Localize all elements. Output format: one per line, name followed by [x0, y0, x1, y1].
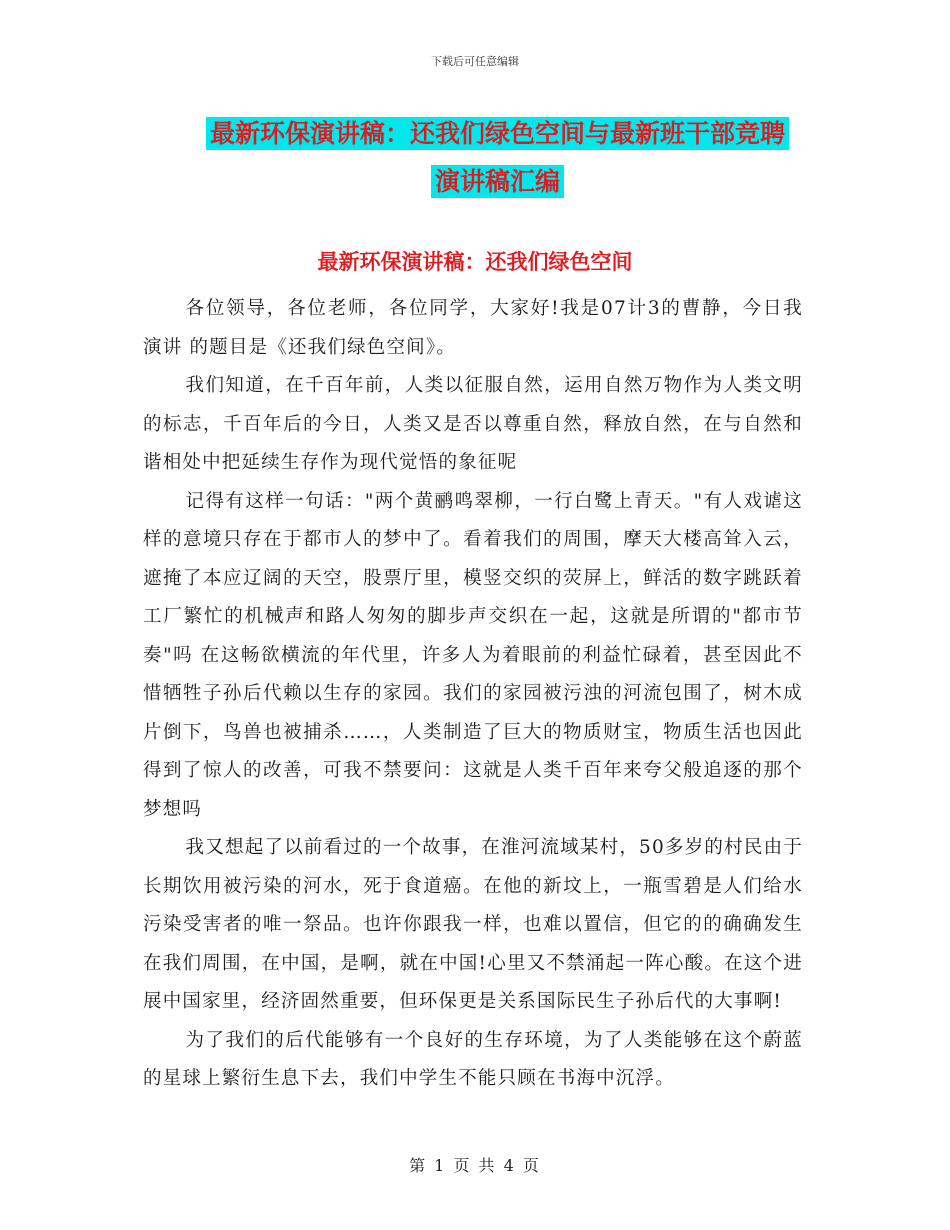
document-title-line2: 演讲稿汇编	[431, 165, 564, 198]
paragraph: 我们知道，在千百年前，人类以征服自然，运用自然万物作为人类文明的标志，千百年后的今日，人类又是否以尊重自然，释放自然，在与自然和谐相处中把延续生存作为现代觉悟的象征呢	[143, 375, 803, 473]
paragraph: 各位领导，各位老师，各位同学，大家好!我是07计3的曹静，今日我演讲 的题目是《还我们绿色空间》。	[143, 298, 803, 358]
paragraph: 记得有这样一句话："两个黄鹂鸣翠柳，一行白鹭上青天。"有人戏谑这样的意境只存在于都市人的梦中了。看着我们的周围，摩天大楼高耸入云，遮掩了本应辽阔的天空，股票厅里，模竖交织的荧屏上，鲜活的数字跳跃着工厂繁忙的机械声和路人匆匆的脚步声交织在一起，这就是所谓的"都市节奏"吗 在这畅欲横流的年代里，许多人为着眼前的利益忙碌着，甚至因此不惜牺牲子孙后代赖以生存的家园。我们的家园被污浊的河流包围了，树木成片倒下，鸟兽也被捕杀……，人类制造了巨大的物质财宝，物质生活也因此得到了惊人的改善，可我不禁要问：这就是人类千百年来夸父般追逐的那个梦想吗	[143, 490, 803, 820]
header-note: 下载后可任意编辑	[431, 55, 519, 68]
document-title-line1: 最新环保演讲稿：还我们绿色空间与最新班干部竞聘	[206, 117, 789, 150]
section-title: 最新环保演讲稿：还我们绿色空间	[317, 250, 633, 274]
paragraph: 为了我们的后代能够有一个良好的生存环境，为了人类能够在这个蔚蓝的星球上繁衍生息下去，我们中学生不能只顾在书海中沉浮。	[143, 1029, 803, 1089]
paragraph: 我又想起了以前看过的一个故事，在淮河流域某村，50多岁的村民由于长期饮用被污染的河水，死于食道癌。在他的新坟上，一瓶雪碧是人们给水污染受害者的唯一祭品。也许你跟我一样，也难以置信，但它的的确确发生在我们周围，在中国，是啊，就在中国!心里又不禁涌起一阵心酸。在这个进展中国家里，经济固然重要，但环保更是关系国际民生子孙后代的大事啊!	[143, 837, 803, 1012]
speech-body	[143, 290, 803, 1099]
document-title	[190, 110, 805, 206]
page-number: 第 1 页 共 4 页	[409, 1156, 541, 1175]
